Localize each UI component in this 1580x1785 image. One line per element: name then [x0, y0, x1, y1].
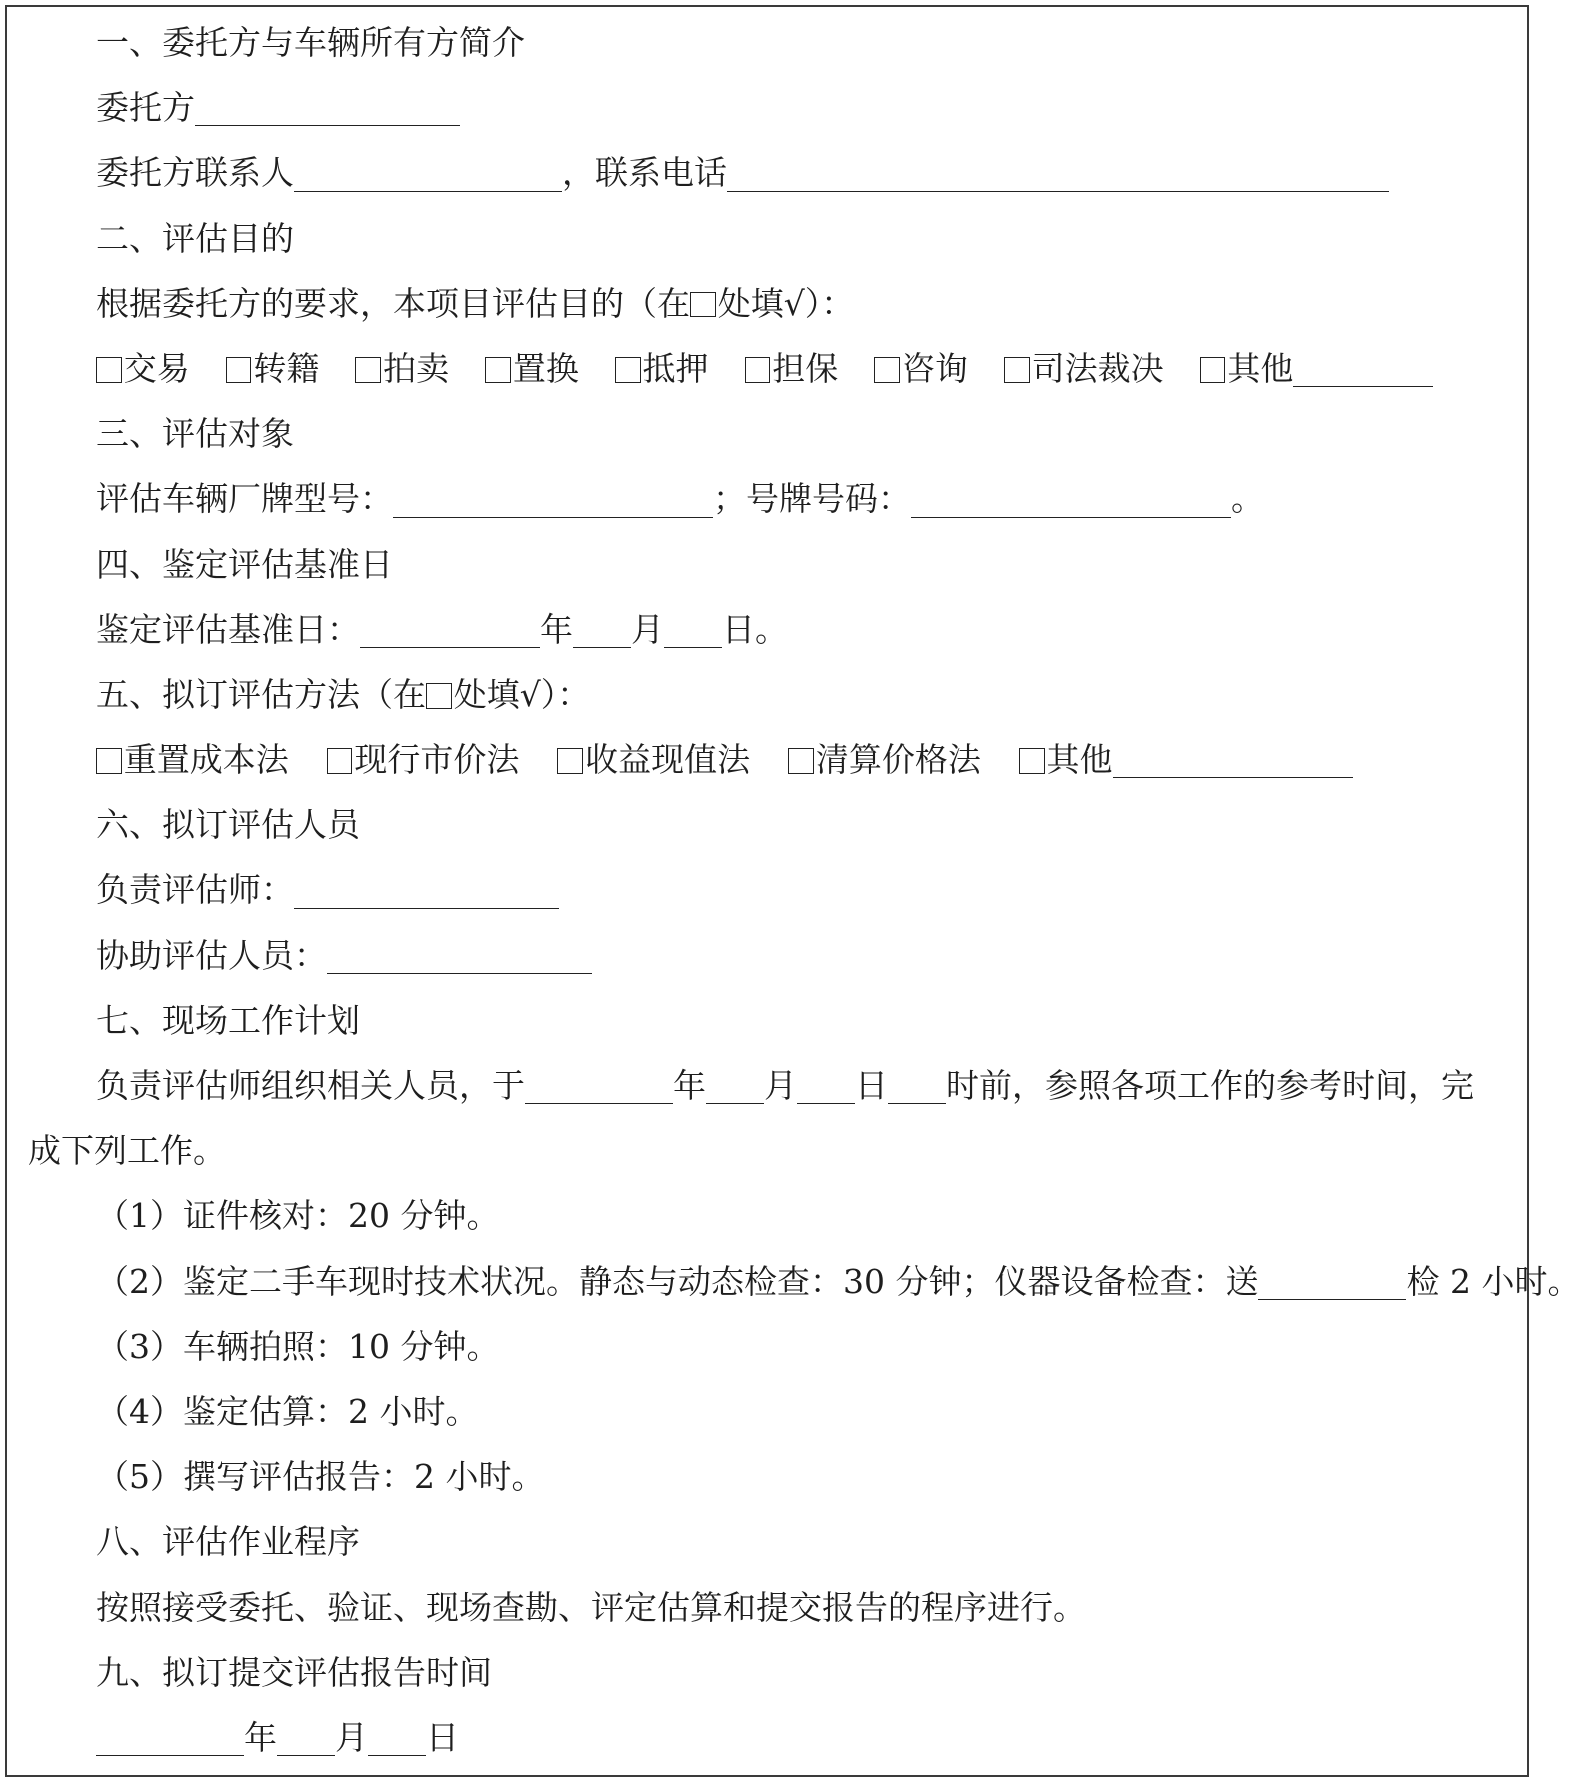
- model-field[interactable]: [393, 482, 713, 518]
- checkbox-icon[interactable]: [327, 748, 353, 774]
- base-year-field[interactable]: [360, 612, 540, 648]
- purpose-option-auction[interactable]: [355, 336, 449, 401]
- option-label: 清算价格法: [815, 740, 981, 780]
- method-option-other[interactable]: [1019, 740, 1113, 779]
- purpose-intro-text: 根据委托方的要求，本项目评估目的（在: [96, 283, 690, 323]
- checkbox-icon[interactable]: [1019, 748, 1045, 774]
- plate-field[interactable]: [911, 482, 1231, 518]
- plan-item-1: （1）证件核对：20 分钟。: [96, 1196, 500, 1236]
- base-date-label: 鉴定评估基准日：: [96, 609, 360, 649]
- base-day-field[interactable]: [664, 612, 722, 648]
- plan-hour-field[interactable]: [888, 1069, 946, 1105]
- purpose-option-transfer[interactable]: [226, 336, 320, 401]
- plate-label: ；号牌号码：: [713, 479, 911, 519]
- method-other-field[interactable]: [1113, 743, 1353, 779]
- model-label: 评估车辆厂牌型号：: [96, 479, 393, 519]
- assistant-row: [28, 923, 1508, 988]
- checkbox-icon[interactable]: [96, 357, 122, 383]
- plan-paragraph-line2: 成下列工作。: [28, 1131, 226, 1171]
- checkbox-icon[interactable]: [1004, 357, 1030, 383]
- purpose-option-other[interactable]: [1200, 349, 1294, 388]
- inspection-destination-field[interactable]: [1258, 1264, 1406, 1300]
- plan-item-5: （5）撰写评估报告：2 小时。: [96, 1457, 545, 1497]
- purpose-option-mortgage[interactable]: [615, 336, 709, 401]
- option-label: 其他: [1046, 740, 1113, 780]
- plan-text-continued: 时前，参照各项工作的参考时间，完: [946, 1066, 1474, 1105]
- option-label: 其他: [1227, 348, 1294, 388]
- checkbox-icon[interactable]: [874, 357, 900, 383]
- checkbox-icon[interactable]: [1200, 357, 1226, 383]
- purpose-option-replacement[interactable]: [485, 336, 579, 401]
- checkbox-icon[interactable]: [557, 748, 583, 774]
- purpose-option-consulting[interactable]: [874, 336, 968, 401]
- month-label: 月: [631, 609, 664, 649]
- plan-text: 负责评估师组织相关人员，于: [96, 1066, 525, 1105]
- day-label: 日: [426, 1717, 459, 1757]
- section9-heading: 九、拟订提交评估报告时间: [96, 1652, 492, 1692]
- purpose-other-field[interactable]: [1293, 352, 1433, 388]
- entrustment-form: [28, 10, 1580, 1770]
- checkbox-icon[interactable]: [788, 748, 814, 774]
- base-month-field[interactable]: [573, 612, 631, 648]
- phone-label: ，联系电话: [562, 153, 727, 193]
- section5-heading: [28, 662, 1508, 727]
- checkbox-sample-icon: [426, 683, 452, 709]
- checkbox-sample-icon: [690, 292, 716, 318]
- checkbox-icon[interactable]: [355, 357, 381, 383]
- plan-item-2-text: （2）鉴定二手车现时技术状况。静态与动态检查：30 分钟；仪器设备检查：送: [96, 1261, 1259, 1301]
- method-option-income[interactable]: [557, 727, 750, 792]
- plan-month-field[interactable]: [706, 1069, 764, 1105]
- report-year-field[interactable]: [96, 1720, 244, 1756]
- section1-heading: 一、委托方与车辆所有方简介: [96, 23, 525, 62]
- option-label: 收益现值法: [585, 740, 751, 780]
- contact-person-field[interactable]: [294, 156, 562, 192]
- assistant-label: 协助评估人员：: [96, 935, 327, 975]
- method-options: [28, 727, 1508, 792]
- report-month-field[interactable]: [277, 1720, 335, 1756]
- vehicle-row-end: 。: [1231, 479, 1264, 519]
- section7-heading: 七、现场工作计划: [96, 1000, 360, 1040]
- purpose-option-trade[interactable]: [96, 336, 190, 401]
- lead-appraiser-row: [28, 857, 1508, 922]
- year-label: 年: [244, 1717, 277, 1757]
- plan-item-3: （3）车辆拍照：10 分钟。: [96, 1326, 500, 1366]
- section3-heading: 三、评估对象: [96, 414, 294, 454]
- purpose-intro-text-end: 处填√）：: [717, 283, 855, 323]
- purpose-option-guarantee[interactable]: [745, 336, 839, 401]
- section5-heading-text-end: 处填√）：: [453, 674, 591, 714]
- section4-heading: 四、鉴定评估基准日: [96, 544, 393, 584]
- checkbox-icon[interactable]: [226, 357, 252, 383]
- option-label: 司法裁决: [1031, 348, 1164, 388]
- plan-paragraph-line1: [28, 1053, 1508, 1118]
- month-label: 月: [764, 1066, 797, 1105]
- option-label: 置换: [512, 348, 579, 388]
- option-label: 交易: [123, 348, 190, 388]
- option-label: 抵押: [642, 348, 709, 388]
- option-label: 转籍: [253, 348, 320, 388]
- section5-heading-text: 五、拟订评估方法（在: [96, 674, 426, 714]
- method-option-market-price[interactable]: [327, 727, 520, 792]
- contact-row: [28, 140, 1508, 205]
- plan-item-2: [28, 1249, 1580, 1314]
- day-label: 日。: [722, 609, 788, 649]
- plan-item-2-text-end: 检 2 小时。: [1406, 1261, 1580, 1301]
- procedure-text: 按照接受委托、验证、现场查勘、评定估算和提交报告的程序进行。: [96, 1587, 1086, 1627]
- option-label: 拍卖: [383, 348, 450, 388]
- method-option-liquidation[interactable]: [788, 727, 981, 792]
- option-label: 重置成本法: [123, 740, 289, 780]
- method-option-replacement-cost[interactable]: [96, 727, 289, 792]
- client-label: 委托方: [96, 88, 195, 128]
- lead-appraiser-field[interactable]: [294, 873, 559, 909]
- day-label: 日: [855, 1066, 888, 1105]
- purpose-intro: [28, 271, 1508, 336]
- year-label: 年: [673, 1066, 706, 1105]
- year-label: 年: [540, 609, 573, 649]
- report-date-row: [28, 1705, 1508, 1770]
- report-day-field[interactable]: [368, 1720, 426, 1756]
- assistant-field[interactable]: [327, 938, 592, 974]
- section2-heading: 二、评估目的: [96, 218, 294, 258]
- purpose-options: [28, 336, 1508, 401]
- contact-label: 委托方联系人: [96, 153, 294, 193]
- client-field[interactable]: [195, 91, 460, 127]
- checkbox-icon[interactable]: [485, 357, 511, 383]
- plan-day-field[interactable]: [797, 1069, 855, 1105]
- section6-heading: 六、拟订评估人员: [96, 805, 360, 845]
- lead-appraiser-label: 负责评估师：: [96, 870, 294, 910]
- checkbox-icon[interactable]: [745, 357, 771, 383]
- checkbox-icon[interactable]: [96, 748, 122, 774]
- section8-heading: 八、评估作业程序: [96, 1522, 360, 1562]
- phone-field[interactable]: [727, 156, 1389, 192]
- client-row: [28, 75, 1508, 140]
- option-label: 担保: [772, 348, 839, 388]
- base-date-row: [28, 597, 1508, 662]
- vehicle-row: [28, 466, 1508, 531]
- option-label: 现行市价法: [354, 740, 520, 780]
- month-label: 月: [335, 1717, 368, 1757]
- plan-year-field[interactable]: [525, 1069, 673, 1105]
- option-label: 咨询: [901, 348, 968, 388]
- plan-item-4: （4）鉴定估算：2 小时。: [96, 1391, 479, 1431]
- purpose-option-judicial[interactable]: [1004, 336, 1164, 401]
- checkbox-icon[interactable]: [615, 357, 641, 383]
